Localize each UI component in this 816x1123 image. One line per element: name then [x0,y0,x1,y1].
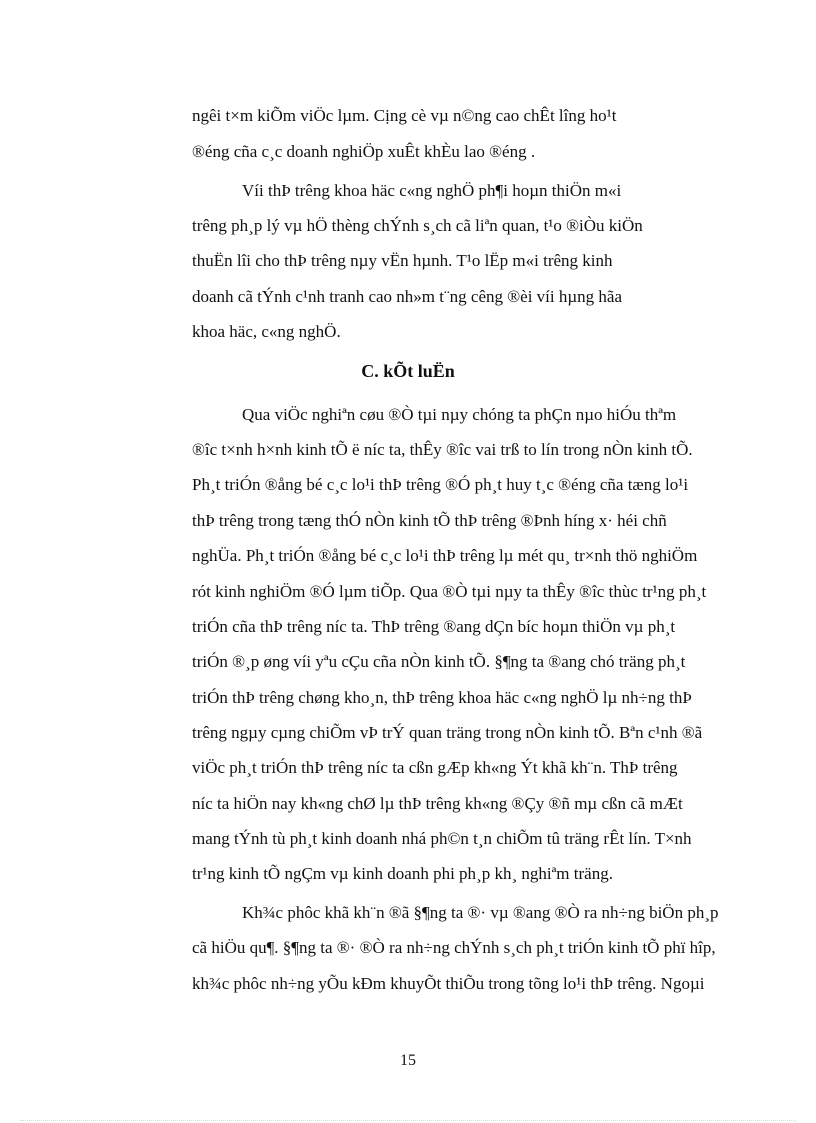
paragraph-line: Kh¾c phôc khã kh¨n ®ã §¶ng ta ®· vµ ®ang ®Ò ra nh÷ng biÖn ph¸p [242,903,719,922]
paragraph-line: trêng ngµy cµng chiÕm vÞ trÝ quan träng trong nÒn kinh tÕ. Bªn c¹nh ®ã [192,723,703,742]
section-heading: C. kÕt luËn [361,361,455,381]
paragraph-line: triÓn thÞ trêng chøng kho¸n, thÞ trêng khoa häc c«ng nghÖ lµ nh÷ng thÞ [192,688,692,707]
paragraph-line: thuËn lîi cho thÞ trêng nµy vËn hµnh. T¹o lËp m«i trêng kinh [192,251,613,270]
paragraph-line: ®îc t×nh h×nh kinh tÕ ë níc ta, thÊy ®îc vai trß to lín trong nÒn kinh tÕ. [192,440,693,459]
paragraph-line: Víi thÞ trêng khoa häc c«ng nghÖ ph¶i hoµn thiÖn m«i [242,181,622,200]
paragraph-line: níc ta hiÖn nay kh«ng chØ lµ thÞ trêng kh«ng ®Çy ®ñ mµ cßn cã mÆt [192,794,683,813]
paragraph-line: viÖc ph¸t triÓn thÞ trêng níc ta cßn gÆp kh«ng Ýt khã kh¨n. ThÞ trêng [192,758,678,777]
paragraph-line: nghÜa. Ph¸t triÓn ®ång bé c¸c lo¹i thÞ trêng lµ mét qu¸ tr×nh thö nghiÖm [192,546,698,565]
page-number: 15 [400,1052,416,1069]
paragraph-line: trêng ph¸p lý vµ hÖ thèng chÝnh s¸ch cã liªn quan, t¹o ®iÒu kiÖn [192,216,643,235]
page-bottom-divider [20,1120,796,1121]
paragraph-line: doanh cã tÝnh c¹nh tranh cao nh»m t¨ng cêng ®èi víi hµng hãa [192,287,623,306]
paragraph-line: Ph¸t triÓn ®ång bé c¸c lo¹i thÞ trêng ®Ó ph¸t huy t¸c ®éng cña tæng lo¹i [192,475,689,494]
paragraph-line: triÓn cña thÞ trêng níc ta. ThÞ trêng ®ang dÇn bíc hoµn thiÖn vµ ph¸t [192,617,676,636]
paragraph-line: Qua viÖc nghiªn cøu ®Ò tµi nµy chóng ta phÇn nµo hiÓu thªm [242,405,677,424]
paragraph-line: kh¾c phôc nh÷ng yÕu kÐm khuyÕt thiÕu trong tõng lo¹i thÞ trêng. Ngoµi [192,974,705,993]
paragraph-line: khoa häc, c«ng nghÖ. [192,322,341,341]
paragraph-line: ®éng cña c¸c doanh nghiÖp xuÊt khÈu lao ®éng . [192,142,536,161]
paragraph-line: tr¹ng kinh tÕ ngÇm vµ kinh doanh phi ph¸p kh¸ nghiªm träng. [192,864,613,883]
paragraph-line: ngêi t×m kiÕm viÖc lµm. Cịng cè vµ n©ng cao chÊt lîng ho¹t [192,106,617,125]
paragraph-line: rót kinh nghiÖm ®Ó lµm tiÕp. Qua ®Ò tµi nµy ta thÊy ®îc thùc tr¹ng ph¸t [192,582,707,601]
paragraph-line: mang tÝnh tù ph¸t kinh doanh nhá ph©n t¸n chiÕm tû träng rÊt lín. T×nh [192,829,692,848]
paragraph-line: triÓn ®¸p øng víi yªu cÇu cña nÒn kinh tÕ. §¶ng ta ®ang chó träng ph¸t [192,652,686,671]
paragraph-line: cã hiÖu qu¶. §¶ng ta ®· ®Ò ra nh÷ng chÝnh s¸ch ph¸t triÓn kinh tÕ phï hîp, [192,938,716,957]
paragraph-line: thÞ trêng trong tæng thÓ nÒn kinh tÕ thÞ trêng ®Þnh híng x· héi chñ [192,511,667,530]
